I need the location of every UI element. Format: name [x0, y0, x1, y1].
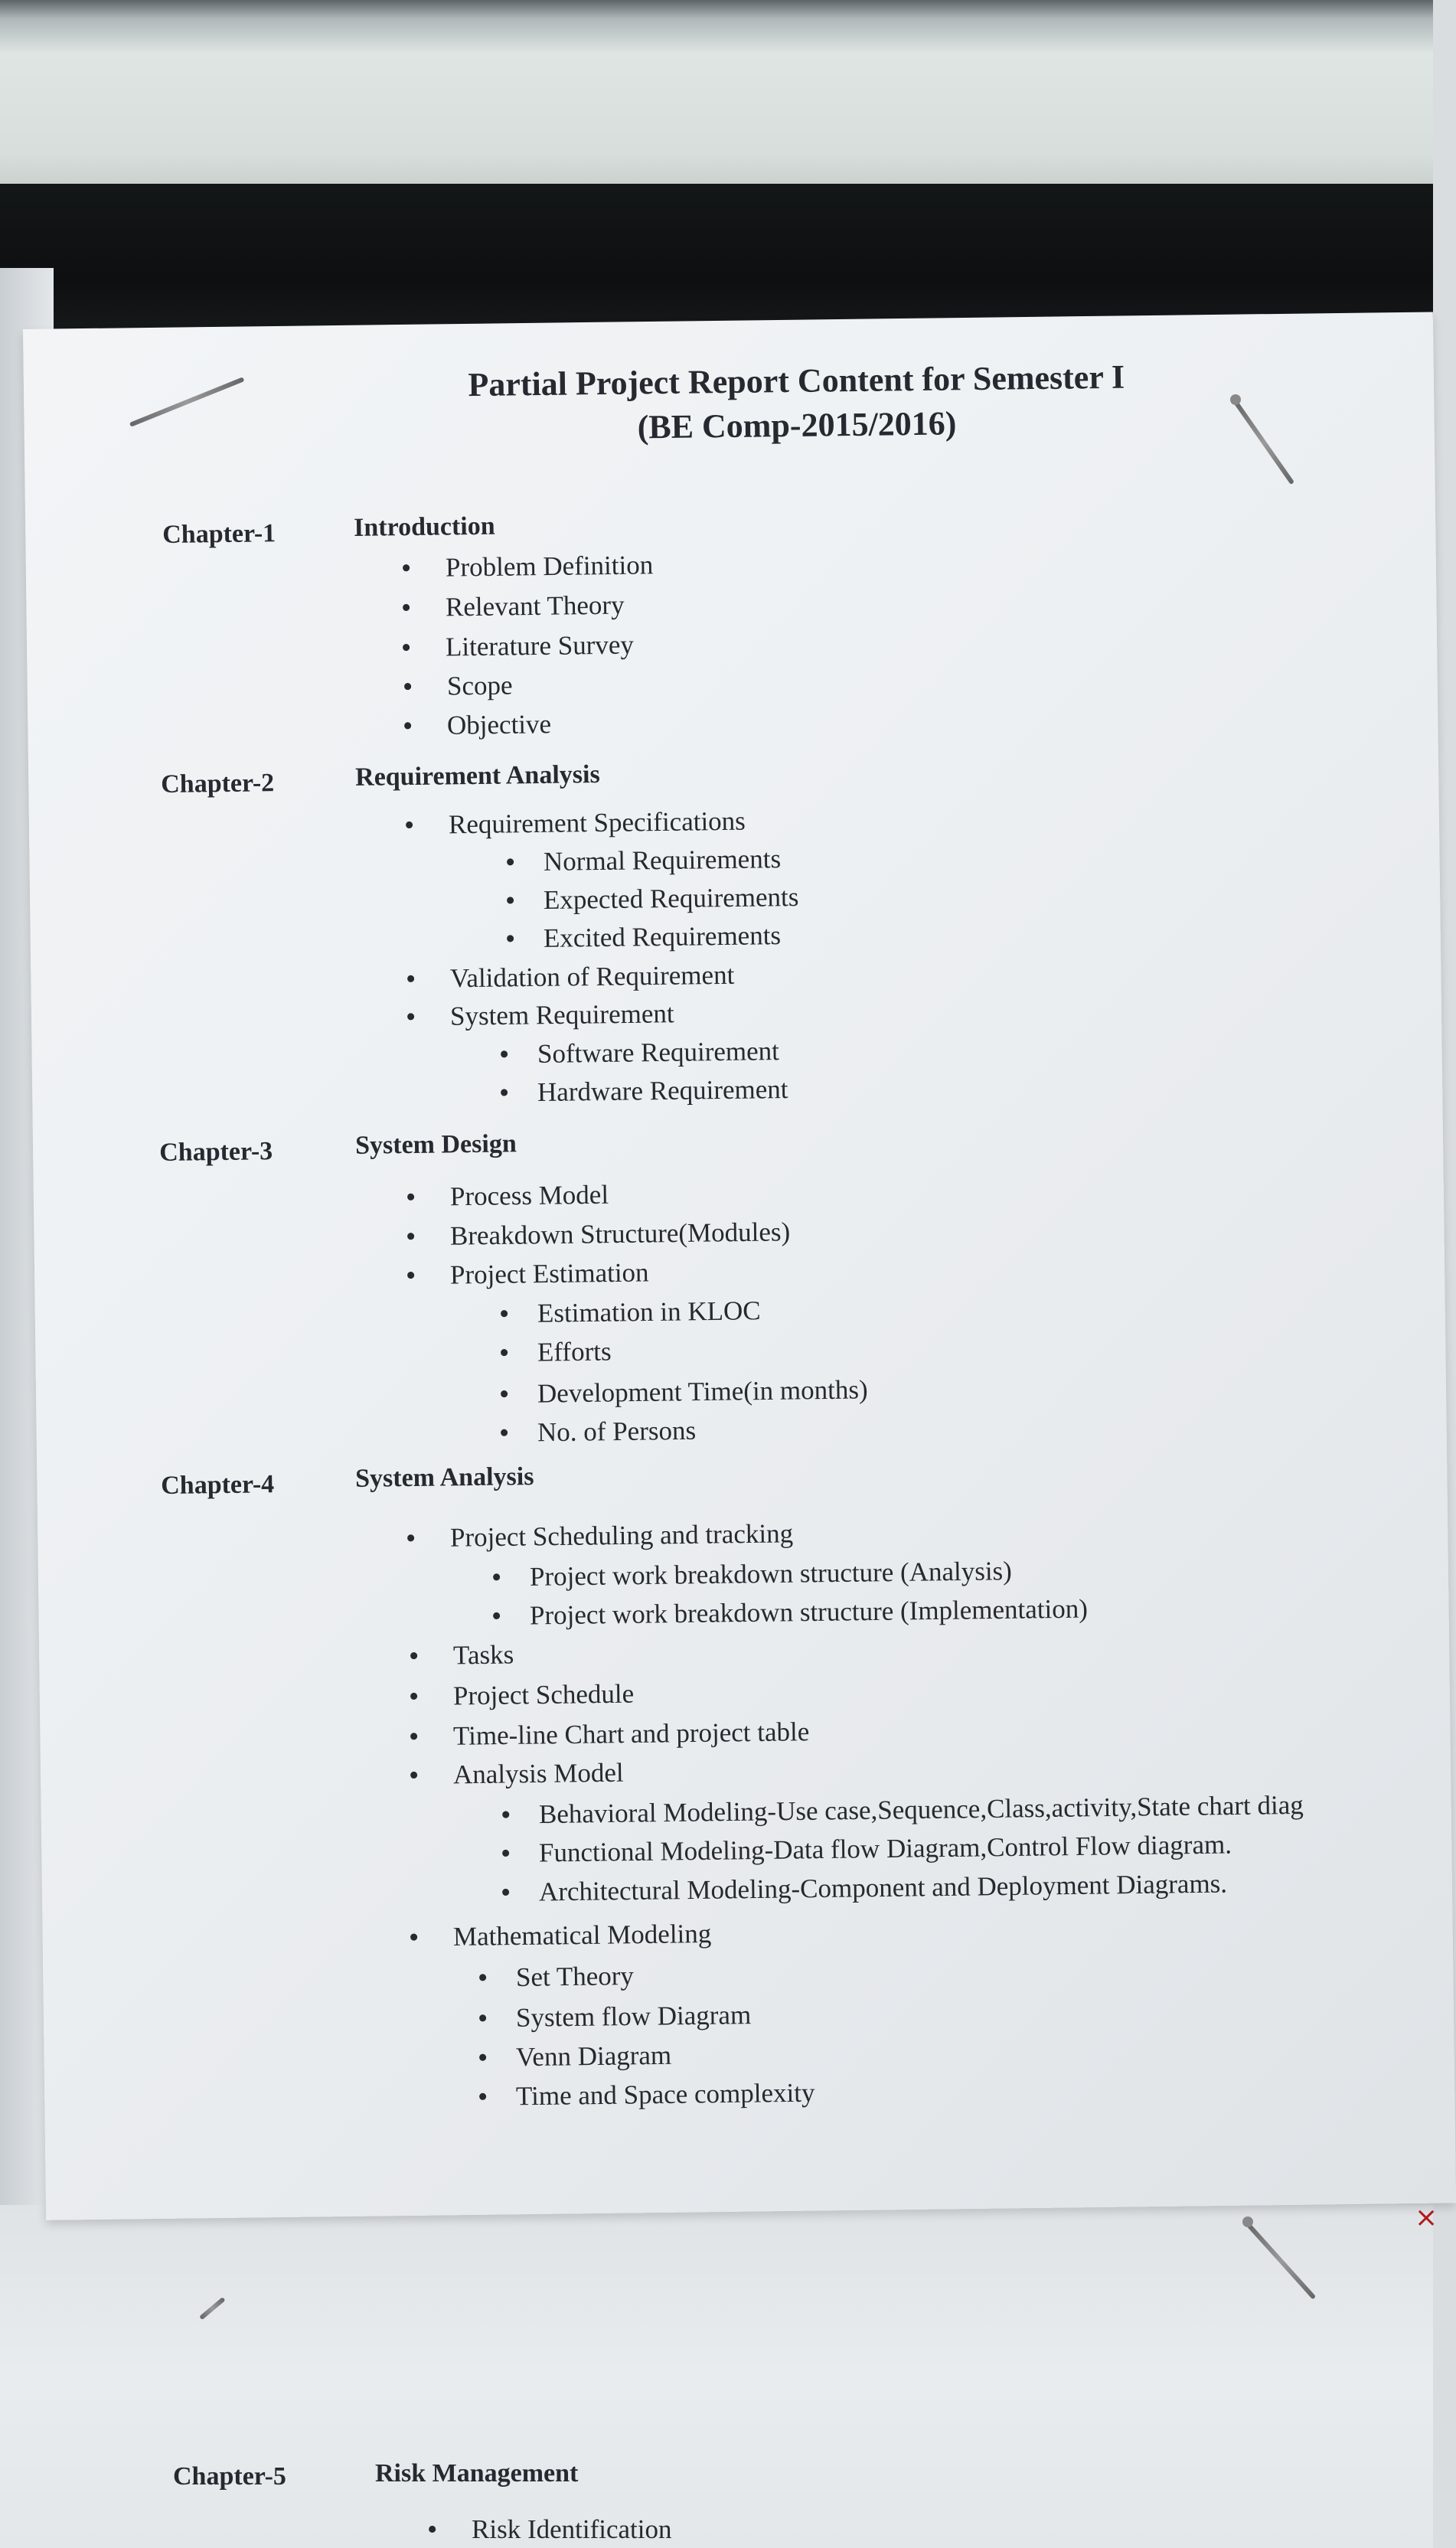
list-item: • Scope — [447, 670, 513, 701]
chapter-title: System Analysis — [354, 1462, 534, 1493]
chapter-label: Chapter-1 — [162, 519, 276, 549]
list-sub-item: • Architectural Modeling-Component and Deployment Diagrams. — [539, 1869, 1228, 1908]
list-sub-item: • Time and Space complexity — [516, 2078, 815, 2112]
list-item: • Project Scheduling and tracking — [450, 1518, 794, 1553]
list-sub-item: • System flow Diagram — [516, 2000, 752, 2034]
chapter-title: Requirement Analysis — [354, 760, 600, 792]
chapter-title: Introduction — [353, 511, 495, 542]
list-item: • System Requirement — [450, 998, 674, 1032]
list-item: • Problem Definition — [446, 550, 654, 583]
list-sub-item: • Efforts — [537, 1336, 612, 1367]
list-sub-item: • Development Time(in months) — [537, 1374, 868, 1409]
list-item: • Time-line Chart and project table — [453, 1717, 810, 1752]
list-item: • Breakdown Structure(Modules) — [450, 1217, 791, 1251]
list-item: • Mathematical Modeling — [453, 1919, 712, 1952]
list-item: • Requirement Specifications — [449, 806, 746, 841]
list-sub-item: • No. of Persons — [537, 1416, 697, 1449]
list-sub-item: • Project work breakdown structure (Analysis) — [530, 1556, 1012, 1592]
list-sub-item: • Venn Diagram — [516, 2040, 672, 2073]
list-item: • Objective — [447, 709, 552, 741]
red-ink-mark-icon: × — [1415, 2202, 1438, 2233]
list-item: • Validation of Requirement — [450, 960, 735, 995]
list-sub-item: • Estimation in KLOC — [537, 1295, 761, 1329]
list-sub-item: • Functional Modeling-Data flow Diagram,Control Flow diagram. — [539, 1829, 1232, 1868]
list-sub-item: • Project work breakdown structure (Implementation) — [530, 1594, 1088, 1632]
page-title — [413, 354, 1180, 452]
chapter-title: Risk Management — [375, 2459, 579, 2488]
chapter-label: Chapter-4 — [161, 1470, 275, 1500]
chapter-label: Chapter-3 — [159, 1137, 273, 1167]
list-item: • Project Estimation — [450, 1257, 649, 1290]
title-line-1: Partial Project Report Content for Semester I — [468, 358, 1125, 404]
chapter-label: Chapter-2 — [161, 769, 275, 799]
chapter-title: System Design — [354, 1129, 517, 1160]
list-sub-item: • Software Requirement — [537, 1036, 779, 1070]
title-line-2: (BE Comp-2015/2016) — [637, 404, 957, 446]
list-item: • Literature Survey — [446, 629, 634, 662]
list-sub-item: • Behavioral Modeling-Use case,Sequence,Class,activity,State chart diag — [539, 1790, 1304, 1830]
list-sub-item: • Set Theory — [516, 1961, 634, 1993]
list-sub-item: • Expected Requirements — [544, 882, 799, 916]
list-item: • Process Model — [450, 1180, 609, 1213]
list-sub-item: • Excited Requirements — [544, 920, 782, 954]
list-item: • Relevant Theory — [446, 590, 625, 623]
chapter-label: Chapter-5 — [173, 2462, 286, 2491]
list-sub-item: • Hardware Requirement — [537, 1074, 788, 1108]
list-item: • Analysis Model — [453, 1758, 624, 1791]
list-sub-item: • Normal Requirements — [544, 844, 782, 877]
list-item: • Tasks — [453, 1640, 514, 1671]
list-item: • Project Schedule — [453, 1679, 635, 1712]
list-item: • Risk Identification — [472, 2514, 671, 2545]
